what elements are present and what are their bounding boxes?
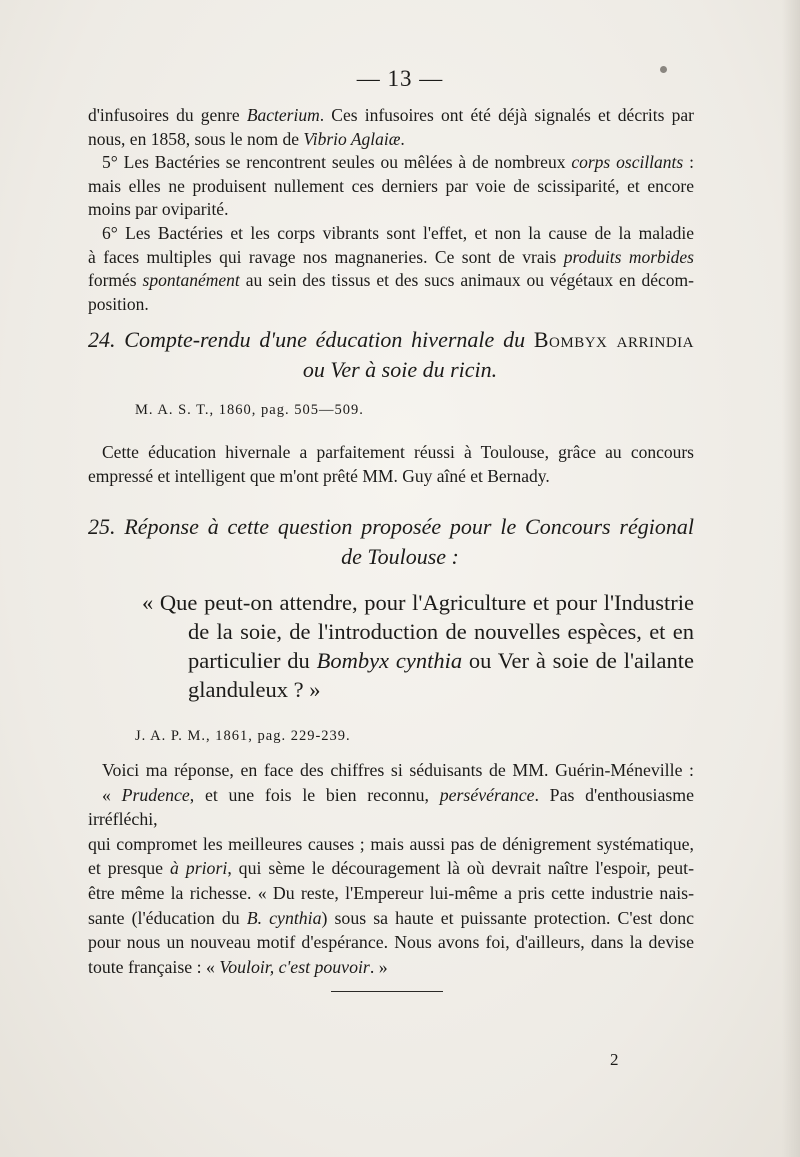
item-6-line-3: formés spontanément au sein des tissus et des sucs animaux ou végétaux en décom- — [88, 270, 694, 291]
intro-line-2: nous, en 1858, sous le nom de Vibrio Aglaiæ. — [88, 128, 405, 149]
item-6-line-4: position. — [88, 293, 149, 314]
item-5-line-2: mais elles ne produisent nullement ces derniers par voie de scissiparité, et encore — [88, 175, 694, 196]
answer-line-8: toute française : « Vouloir, c'est pouvoir. » — [88, 956, 388, 977]
answer-line-3: qui compromet les meilleures causes ; mais aussi pas de dénigrement systématique, — [88, 833, 694, 854]
question-line-2: de la soie, de l'introduction de nouvelles espèces, et en — [188, 619, 694, 644]
answer-line-1: Voici ma réponse, en face des chiffres si séduisants de MM. Guérin-Méneville : — [102, 760, 694, 780]
section-24-line-2: empressé et intelligent que m'ont prêté MM. Guy aîné et Bernady. — [88, 465, 550, 486]
page-edge-shadow — [782, 0, 800, 1157]
section-24-body — [88, 441, 694, 488]
section-24-title: 24. Compte-rendu d'une éducation hivernale du Bombyx arrindia — [88, 327, 694, 352]
answer-line-5: être même la richesse. « Du reste, l'Empereur lui-même a pris cette industrie nais- — [88, 882, 694, 903]
section-25-body — [88, 758, 694, 979]
section-25-title: 25. Réponse à cette question proposée pour le Concours régional — [88, 514, 694, 539]
question-line-3: particulier du Bombyx cynthia ou Ver à soie de l'ailante — [188, 648, 694, 673]
section-24-title-line-2: ou Ver à soie du ricin. — [302, 357, 498, 382]
contest-question — [142, 588, 694, 704]
item-5-line-3: moins par oviparité. — [88, 199, 229, 220]
intro-line-1: d'infusoires du genre Bacterium. Ces infusoires ont été déjà signalés et décrits par — [88, 105, 694, 125]
section-25-title-line-2: de Toulouse : — [341, 544, 459, 569]
section-25-reference: J. A. P. M., 1861, pag. 229-239. — [135, 728, 351, 744]
section-24-line-1: Cette éducation hivernale a parfaitement réussi à Toulouse, grâce au concours — [102, 442, 694, 462]
question-line-4: glanduleux ? » — [188, 677, 321, 702]
question-line-1: « Que peut-on attendre, pour l'Agriculture et pour l'Industrie — [142, 590, 694, 615]
signature-mark: 2 — [610, 1050, 619, 1069]
page-number: — 13 — — [356, 66, 444, 91]
answer-line-4: et presque à priori, qui sème le découragement là où devrait naître l'espoir, peut- — [88, 858, 695, 879]
item-6-line-2: à faces multiples qui ravage nos magnaneries. Ce sont de vrais produits morbides — [88, 246, 694, 267]
intro-block — [88, 104, 694, 316]
answer-line-6: sante (l'éducation du B. cynthia) sous sa haute et puissante protection. C'est donc — [88, 907, 694, 928]
item-6-line-1: 6° Les Bactéries et les corps vibrants sont l'effet, et non la cause de la maladie — [102, 222, 694, 243]
answer-line-7: pour nous un nouveau motif d'espérance. Nous avons foi, d'ailleurs, dans la devise — [88, 932, 694, 953]
item-5-line-1: 5° Les Bactéries se rencontrent seules ou mêlées à de nombreux corps oscillants : — [102, 152, 694, 173]
section-divider — [331, 991, 443, 992]
section-24-reference: M. A. S. T., 1860, pag. 505—509. — [135, 402, 364, 418]
answer-line-2: « Prudence, et une fois le bien reconnu, persévérance. Pas d'enthousiasme irréfléchi, — [88, 784, 694, 830]
